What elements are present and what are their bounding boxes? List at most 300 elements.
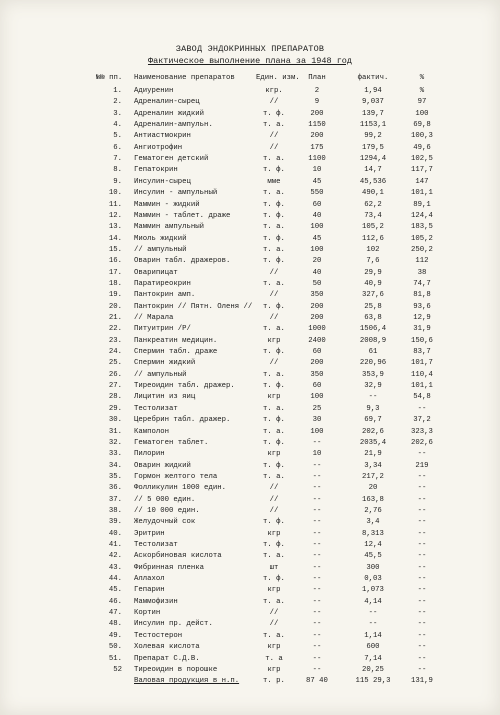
- cell-num: 38.: [108, 506, 122, 515]
- cell-fact: 179,5: [362, 143, 384, 152]
- cell-fact: 20: [368, 484, 378, 493]
- cell-pct: 112: [415, 257, 429, 266]
- cell-unit: т. а.: [263, 245, 285, 254]
- cell-unit: кгр: [267, 643, 281, 652]
- cell-plan: 50: [312, 279, 322, 288]
- cell-name: Миоль жидкий: [134, 234, 187, 243]
- cell-pct: 100: [415, 109, 429, 118]
- cell-num: 1.: [113, 87, 122, 95]
- cell-num: 20.: [108, 302, 122, 311]
- cell-num: 35.: [108, 472, 122, 481]
- cell-name: Тестолизат: [134, 404, 178, 413]
- cell-name: Антиастмокрин: [134, 132, 191, 141]
- cell-plan: 200: [310, 359, 324, 368]
- cell-num: 14.: [108, 234, 122, 243]
- cell-fact: 62,2: [364, 200, 382, 209]
- cell-name: // Марала: [134, 314, 174, 322]
- cell-pct: 100,3: [411, 132, 433, 141]
- cell-num: 43.: [108, 563, 122, 572]
- cell-num: 3.: [113, 109, 122, 118]
- cell-fact: 2,76: [364, 506, 382, 515]
- cell-pct: 124,4: [411, 211, 433, 220]
- cell-name: Тиреоидин табл. дражер.: [134, 382, 235, 391]
- cell-name: Тиреоидин в порошке: [134, 665, 218, 674]
- cell-plan: 350: [310, 370, 324, 379]
- cell-unit: т. ф.: [263, 302, 285, 311]
- cell-name: Церебрин табл. дражер.: [134, 416, 231, 425]
- cell-fact: 12,4: [364, 541, 382, 549]
- header-num: №№ пп.: [96, 74, 123, 82]
- cell-num: 50.: [108, 643, 122, 652]
- cell-fact: --: [368, 393, 378, 402]
- cell-unit: //: [269, 132, 279, 141]
- cell-unit: мме: [267, 177, 281, 186]
- cell-name: Тестостерон: [134, 631, 183, 640]
- cell-num: 33.: [108, 450, 122, 459]
- cell-plan: 100: [310, 223, 324, 232]
- cell-plan: --: [312, 472, 322, 481]
- cell-pct: 54,8: [413, 393, 431, 402]
- cell-num: 47.: [108, 609, 122, 618]
- cell-name: Адреналин жидкий: [134, 109, 205, 118]
- cell-pct: 38: [417, 268, 427, 277]
- cell-plan: 30: [312, 416, 322, 425]
- cell-plan: 25: [312, 404, 322, 413]
- cell-name: Препарат С.Д.В.: [134, 654, 200, 663]
- cell-num: 41.: [108, 541, 122, 549]
- cell-unit: т. ф.: [263, 166, 285, 175]
- cell-unit: т. ф.: [263, 200, 285, 209]
- cell-num: 39.: [108, 518, 122, 527]
- cell-unit: т. а.: [263, 370, 285, 379]
- cell-fact: 61: [368, 348, 378, 357]
- cell-pct: --: [417, 575, 427, 583]
- cell-unit: кгр: [267, 586, 281, 595]
- cell-name: Валовая продукция в н.п.: [134, 677, 240, 686]
- cell-pct: %: [419, 87, 425, 95]
- cell-fact: 1294,4: [359, 155, 387, 164]
- cell-name: Аллахол: [134, 575, 165, 583]
- cell-fact: 7,6: [366, 257, 380, 266]
- cell-num: 36.: [108, 484, 122, 493]
- cell-fact: 1153,1: [359, 121, 387, 129]
- cell-unit: //: [269, 506, 279, 515]
- cell-unit: т. ф.: [263, 109, 285, 118]
- table-total-row: [0, 675, 500, 688]
- cell-num: 5.: [113, 132, 122, 141]
- cell-num: 22.: [108, 325, 122, 334]
- cell-pct: --: [417, 552, 427, 561]
- cell-plan: 200: [310, 132, 324, 141]
- cell-pct: 97: [417, 98, 427, 107]
- cell-name: Гепарин: [134, 586, 165, 595]
- cell-unit: //: [269, 291, 279, 300]
- cell-num: 13.: [108, 223, 122, 232]
- cell-num: 34.: [108, 461, 122, 470]
- cell-unit: т. а.: [263, 597, 285, 606]
- cell-name: Лицитин из яиц: [134, 393, 196, 402]
- cell-pct: --: [417, 597, 427, 606]
- cell-plan: 45: [312, 234, 322, 243]
- cell-unit: т. ф.: [263, 575, 285, 583]
- cell-fact: 163,8: [362, 495, 384, 504]
- cell-num: 24.: [108, 348, 122, 357]
- cell-fact: 112,6: [362, 234, 384, 243]
- document-subtitle: Фактическое выполнение плана за 1948 год: [147, 56, 353, 66]
- cell-num: 31.: [108, 427, 122, 436]
- header-fact: фактич.: [357, 74, 389, 82]
- cell-unit: //: [269, 620, 279, 629]
- cell-name: Фибринная пленка: [134, 563, 205, 572]
- cell-name: Пилорин: [134, 450, 165, 459]
- cell-plan: --: [312, 643, 322, 652]
- cell-plan: 175: [310, 143, 324, 152]
- cell-pct: 101,1: [411, 382, 433, 391]
- cell-pct: 93,6: [413, 302, 431, 311]
- cell-pct: 37,2: [413, 416, 431, 425]
- cell-fact: 3,4: [366, 518, 380, 527]
- cell-fact: 99,2: [364, 132, 382, 141]
- cell-plan: 60: [312, 382, 322, 391]
- cell-num: 45.: [108, 586, 122, 595]
- cell-name: Спермин жидкий: [134, 359, 196, 368]
- cell-pct: 219: [415, 461, 429, 470]
- cell-num: 29.: [108, 404, 122, 413]
- cell-fact: 105,2: [362, 223, 384, 232]
- cell-num: 17.: [108, 268, 122, 277]
- cell-num: 42.: [108, 552, 122, 561]
- cell-num: 26.: [108, 370, 122, 379]
- cell-num: 12.: [108, 211, 122, 220]
- cell-name: Инсулин - ампульный: [134, 189, 218, 198]
- cell-fact: 32,9: [364, 382, 382, 391]
- cell-name: Маммин - жидкий: [134, 200, 200, 209]
- cell-name: Маммин ампульный: [134, 223, 205, 232]
- cell-unit: т. ф.: [263, 518, 285, 527]
- cell-fact: 490,1: [362, 189, 384, 198]
- cell-fact: --: [368, 609, 378, 618]
- cell-unit: кгр.: [265, 87, 283, 95]
- cell-plan: --: [312, 597, 322, 606]
- cell-name: Гепатокрин: [134, 166, 178, 175]
- cell-name: Адреналин-сырец: [134, 98, 200, 107]
- cell-num: 15.: [108, 245, 122, 254]
- cell-fact: 353,9: [362, 370, 384, 379]
- cell-pct: --: [417, 654, 427, 663]
- cell-pct: 117,7: [411, 166, 433, 175]
- cell-name: Желудочный сок: [134, 518, 196, 527]
- cell-num: 28.: [108, 393, 122, 402]
- cell-name: // ампульный: [134, 370, 187, 379]
- cell-name: Пантокрин // Пятн. Оленя //: [134, 302, 253, 311]
- cell-plan: 200: [310, 109, 324, 118]
- cell-name: // 10 000 един.: [134, 506, 200, 515]
- cell-fact: 202,6: [362, 427, 384, 436]
- cell-name: Фолликулин 1000 един.: [134, 484, 226, 493]
- cell-fact: 0,03: [364, 575, 382, 583]
- cell-unit: т. ф.: [263, 348, 285, 357]
- cell-plan: --: [312, 518, 322, 527]
- cell-unit: т. а.: [263, 631, 285, 640]
- cell-unit: т. ф.: [263, 211, 285, 220]
- cell-plan: --: [312, 586, 322, 595]
- cell-name: Гематоген детский: [134, 155, 209, 164]
- cell-name: Маммин - таблет. драже: [134, 211, 231, 220]
- cell-unit: т. а.: [263, 427, 285, 436]
- header-name: Наименование препаратов: [134, 74, 235, 82]
- cell-name: Оварипицат: [134, 268, 178, 277]
- cell-num: 40.: [108, 529, 122, 538]
- cell-unit: кгр: [267, 529, 281, 538]
- cell-unit: т. а.: [263, 155, 285, 164]
- cell-pct: 81,8: [413, 291, 431, 300]
- cell-name: Эритрин: [134, 529, 165, 538]
- cell-plan: 200: [310, 302, 324, 311]
- cell-fact: 1,073: [362, 586, 384, 595]
- cell-pct: --: [417, 450, 427, 459]
- cell-name: Камполон: [134, 427, 170, 436]
- cell-unit: кгр: [267, 393, 281, 402]
- cell-unit: т. ф.: [263, 541, 285, 549]
- cell-plan: 60: [312, 200, 322, 209]
- table-header: [0, 72, 500, 85]
- cell-unit: т. а.: [263, 472, 285, 481]
- cell-pct: 150,6: [411, 336, 433, 345]
- cell-pct: --: [417, 586, 427, 595]
- cell-unit: т. а.: [263, 404, 285, 413]
- cell-plan: --: [312, 609, 322, 618]
- cell-unit: т. а: [265, 654, 283, 663]
- cell-unit: т. ф.: [263, 382, 285, 391]
- document-title: ЗАВОД ЭНДОКРИННЫХ ПРЕПАРАТОВ: [175, 44, 325, 54]
- cell-pct: 49,6: [413, 143, 431, 152]
- cell-num: 44.: [108, 575, 122, 583]
- cell-name: // 5 000 един.: [134, 495, 196, 504]
- cell-name: Гормон желтого тела: [134, 472, 218, 481]
- cell-unit: кгр: [267, 336, 281, 345]
- cell-plan: --: [312, 563, 322, 572]
- cell-pct: 12,9: [413, 314, 431, 322]
- cell-unit: шт: [269, 563, 279, 572]
- header-pct: %: [419, 74, 425, 82]
- cell-fact: 2035,4: [359, 438, 387, 447]
- cell-pct: --: [417, 495, 427, 504]
- cell-num: 48.: [108, 620, 122, 629]
- cell-fact: 21,9: [364, 450, 382, 459]
- cell-fact: 217,2: [362, 472, 384, 481]
- cell-fact: 115 29,3: [355, 677, 391, 686]
- cell-pct: 250,2: [411, 245, 433, 254]
- cell-fact: 1,94: [364, 87, 382, 95]
- cell-pct: --: [417, 506, 427, 515]
- cell-name: Адреналин-ампульн.: [134, 121, 213, 129]
- cell-pct: --: [417, 472, 427, 481]
- cell-pct: --: [417, 404, 427, 413]
- cell-num: 4.: [113, 121, 122, 129]
- header-unit: Един. изм.: [256, 74, 300, 82]
- cell-fact: 220,96: [359, 359, 387, 368]
- cell-pct: --: [417, 620, 427, 629]
- header-plan: План: [308, 74, 326, 82]
- cell-pct: 102,5: [411, 155, 433, 164]
- cell-fact: --: [368, 620, 378, 629]
- cell-pct: 101,1: [411, 189, 433, 198]
- cell-unit: //: [269, 268, 279, 277]
- cell-num: 49.: [108, 631, 122, 640]
- cell-name: Панкреатин медицин.: [134, 336, 218, 345]
- cell-plan: 20: [312, 257, 322, 266]
- cell-unit: //: [269, 359, 279, 368]
- cell-unit: т. ф.: [263, 416, 285, 425]
- cell-plan: 100: [310, 393, 324, 402]
- cell-fact: 63,8: [364, 314, 382, 322]
- cell-fact: 20,25: [362, 665, 384, 674]
- cell-num: 16.: [108, 257, 122, 266]
- cell-name: // ампульный: [134, 245, 187, 254]
- cell-num: 27.: [108, 382, 122, 391]
- cell-pct: 147: [415, 177, 429, 186]
- cell-plan: --: [312, 461, 322, 470]
- cell-plan: 1150: [308, 121, 326, 129]
- cell-name: Оварин жидкий: [134, 461, 191, 470]
- cell-unit: т. ф.: [263, 234, 285, 243]
- cell-pct: --: [417, 518, 427, 527]
- cell-plan: 87 40: [306, 677, 328, 686]
- cell-plan: --: [312, 438, 322, 447]
- cell-plan: 1000: [308, 325, 326, 334]
- cell-name: Ангиотрофин: [134, 143, 183, 152]
- cell-plan: 40: [312, 211, 322, 220]
- cell-unit: //: [269, 98, 279, 107]
- cell-pct: --: [417, 484, 427, 493]
- cell-plan: 2400: [308, 336, 326, 345]
- cell-name: Маммофизин: [134, 597, 178, 606]
- cell-pct: 202,6: [411, 438, 433, 447]
- cell-name: Гематоген таблет.: [134, 438, 209, 447]
- cell-pct: 105,2: [411, 234, 433, 243]
- cell-fact: 73,4: [364, 211, 382, 220]
- cell-fact: 600: [366, 643, 380, 652]
- cell-name: Оварин табл. дражеров.: [134, 257, 231, 266]
- cell-plan: 10: [312, 450, 322, 459]
- cell-unit: т. а.: [263, 223, 285, 232]
- cell-unit: кгр: [267, 665, 281, 674]
- cell-fact: 139,7: [362, 109, 384, 118]
- cell-plan: --: [312, 506, 322, 515]
- cell-plan: --: [312, 575, 322, 583]
- cell-pct: --: [417, 563, 427, 572]
- cell-unit: т. р.: [263, 677, 285, 686]
- cell-num: 8.: [113, 166, 122, 175]
- cell-plan: --: [312, 541, 322, 549]
- cell-num: 11.: [108, 200, 122, 209]
- cell-fact: 102: [366, 245, 380, 254]
- cell-unit: т. ф.: [263, 438, 285, 447]
- cell-plan: 350: [310, 291, 324, 300]
- cell-fact: 9,037: [362, 98, 384, 107]
- cell-unit: //: [269, 484, 279, 493]
- cell-num: 2.: [113, 98, 122, 107]
- cell-pct: 83,7: [413, 348, 431, 357]
- cell-pct: 183,5: [411, 223, 433, 232]
- cell-plan: 100: [310, 245, 324, 254]
- cell-unit: т. ф.: [263, 461, 285, 470]
- cell-fact: 14,7: [364, 166, 382, 175]
- cell-unit: т. а.: [263, 279, 285, 288]
- cell-pct: 89,1: [413, 200, 431, 209]
- cell-name: Адиуренин: [134, 87, 174, 95]
- cell-pct: --: [417, 529, 427, 538]
- cell-fact: 4,14: [364, 597, 382, 606]
- cell-num: 21.: [108, 314, 122, 322]
- cell-unit: //: [269, 314, 279, 322]
- cell-plan: --: [312, 620, 322, 629]
- cell-plan: 2: [314, 87, 320, 95]
- cell-fact: 8,313: [362, 529, 384, 538]
- cell-plan: --: [312, 631, 322, 640]
- cell-num: 9.: [113, 177, 122, 186]
- cell-plan: --: [312, 552, 322, 561]
- cell-plan: 100: [310, 427, 324, 436]
- cell-pct: --: [417, 631, 427, 640]
- cell-fact: 2008,9: [359, 336, 387, 345]
- cell-unit: //: [269, 495, 279, 504]
- cell-name: Питуитрин /Р/: [134, 325, 191, 334]
- cell-num: 10.: [108, 189, 122, 198]
- cell-num: 18.: [108, 279, 122, 288]
- cell-name: Спермин табл. драже: [134, 348, 218, 357]
- cell-fact: 7,14: [364, 654, 382, 663]
- cell-fact: 40,9: [364, 279, 382, 288]
- cell-name: Пантокрин амп.: [134, 291, 196, 300]
- cell-pct: 101,7: [411, 359, 433, 368]
- cell-plan: 40: [312, 268, 322, 277]
- cell-unit: //: [269, 609, 279, 618]
- cell-fact: 69,7: [364, 416, 382, 425]
- cell-fact: 327,6: [362, 291, 384, 300]
- cell-plan: 9: [314, 98, 320, 107]
- cell-num: 6.: [113, 143, 122, 152]
- cell-pct: 131,9: [411, 677, 433, 686]
- cell-num: 19.: [108, 291, 122, 300]
- cell-unit: т. а.: [263, 189, 285, 198]
- cell-num: 51.: [108, 654, 122, 663]
- cell-name: Кортин: [134, 609, 161, 618]
- cell-pct: 74,7: [413, 279, 431, 288]
- cell-pct: --: [417, 609, 427, 618]
- cell-fact: 3,34: [364, 461, 382, 470]
- cell-unit: т. а.: [263, 121, 285, 129]
- cell-unit: т. а.: [263, 325, 285, 334]
- cell-plan: 45: [312, 177, 322, 186]
- cell-fact: 29,9: [364, 268, 382, 277]
- cell-plan: --: [312, 665, 322, 674]
- cell-fact: 300: [366, 563, 380, 572]
- cell-name: Аскорбиновая кислота: [134, 552, 222, 561]
- cell-fact: 9,3: [366, 404, 380, 413]
- cell-plan: --: [312, 484, 322, 493]
- cell-pct: --: [417, 665, 427, 674]
- cell-fact: 1,14: [364, 631, 382, 640]
- cell-num: 52: [113, 665, 122, 674]
- cell-pct: --: [417, 541, 427, 549]
- cell-num: 25.: [108, 359, 122, 368]
- cell-name: Инсулин пр. дейст.: [134, 620, 213, 629]
- cell-fact: 45,536: [359, 177, 387, 186]
- cell-num: 32.: [108, 438, 122, 447]
- cell-pct: 31,9: [413, 325, 431, 334]
- cell-unit: //: [269, 143, 279, 152]
